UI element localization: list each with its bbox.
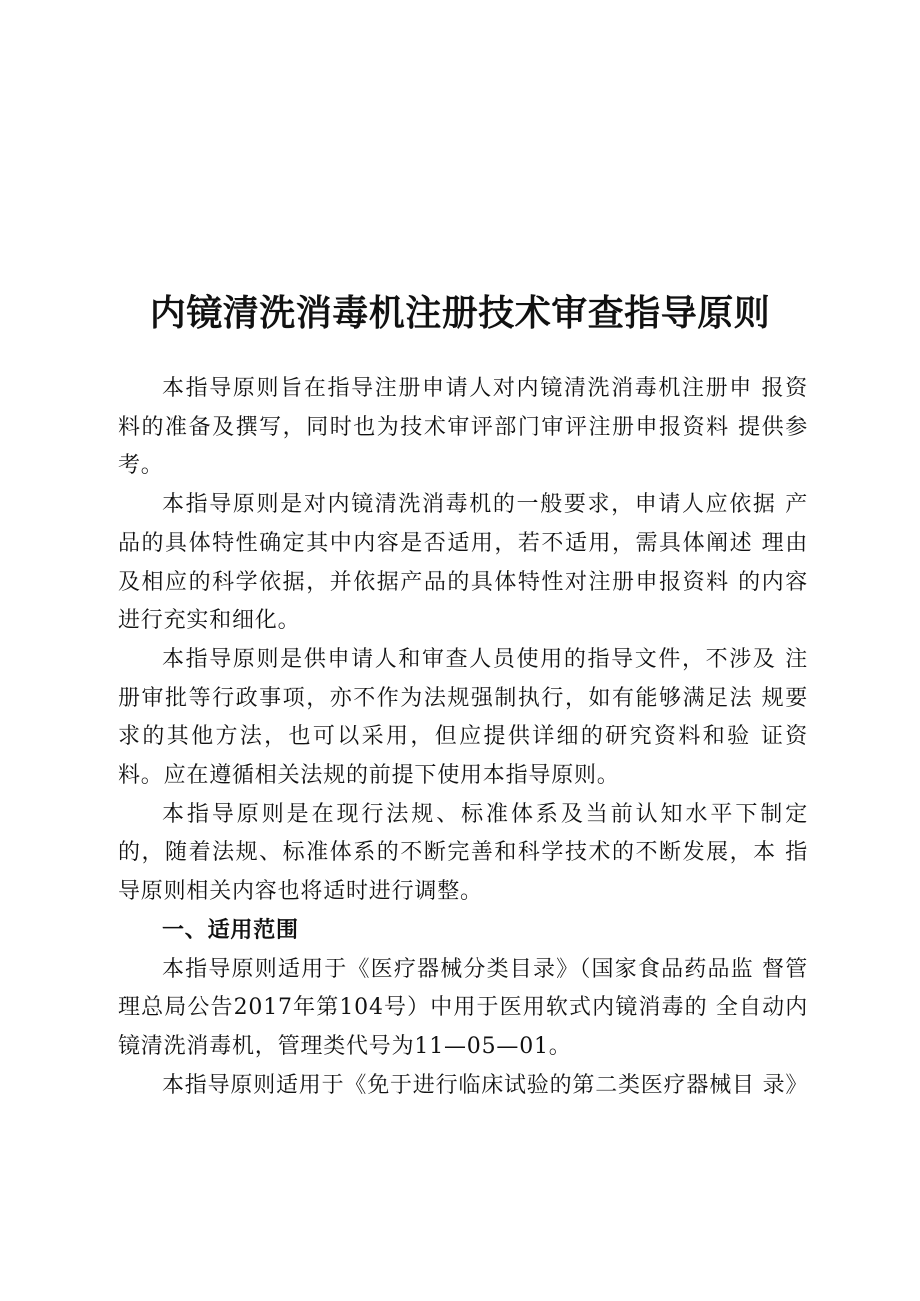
paragraph-usage-scope: 本指导原则是供申请人和审查人员使用的指导文件，不涉及 注册审批等行政事项，亦不作为法规强制执行，如有能够满足法 规要求的其他方法，也可以采用，但应提供详细的研究资料和验 证资料。应在遵循相关法规的前提下使用本指导原则。 (118, 646, 808, 789)
paragraph-scope-catalog: 本指导原则适用于《医疗器械分类目录》（国家食品药品监 督管理总局公告2017年第104号）中用于医用软式内镜消毒的 全自动内镜清洗消毒机，管理类代号为11—05—01。 (118, 956, 808, 1059)
document-body (118, 370, 808, 1105)
document-title: 内镜清洗消毒机注册技术审查指导原则 (149, 293, 771, 335)
paragraph-purpose: 本指导原则旨在指导注册申请人对内镜清洗消毒机注册申 报资料的准备及撰写，同时也为技术审评部门审评注册申报资料 提供参考。 (118, 376, 808, 479)
paragraph-scope-exemption: 本指导原则适用于《免于进行临床试验的第二类医疗器械目 录》 (162, 1072, 809, 1098)
section-heading-scope: 一、适用范围 (162, 917, 299, 943)
paragraph-adjustment: 本指导原则是在现行法规、标准体系及当前认知水平下制定 的，随着法规、标准体系的不断完善和科学技术的不断发展，本 指导原则相关内容也将适时进行调整。 (118, 801, 808, 905)
paragraph-general-requirements: 本指导原则是对内镜清洗消毒机的一般要求，申请人应依据 产品的具体特性确定其中内容是否适用，若不适用，需具体阐述 理由及相应的科学依据，并依据产品的具体特性对注册申报资料 的内容进行充实和细化。 (118, 492, 808, 634)
